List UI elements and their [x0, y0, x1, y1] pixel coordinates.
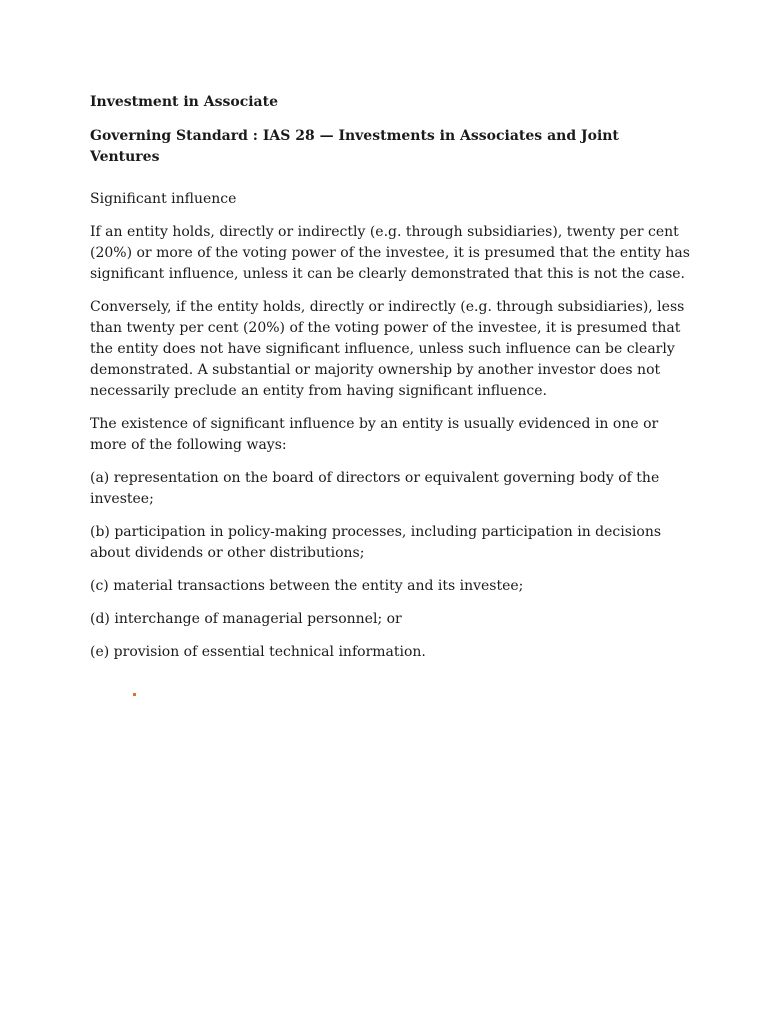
document-title: Investment in Associate: [90, 94, 278, 110]
section-heading: Significant influence: [90, 191, 237, 207]
paragraph: Conversely, if the entity holds, directly or indirectly (e.g. through subsidiaries), less than twenty per cent (20%) of the voting power of the investee, it is presumed that the entity does not have significant influence, unless such influence can be clearly demonstrated. A substantial or majority ownership by another investor does not necessarily preclude an entity from having significant influence.: [90, 299, 685, 399]
paragraph: The existence of significant influence by an entity is usually evidenced in one or more of the following ways:: [90, 416, 659, 453]
document-content: [90, 92, 690, 675]
list-item: (a) representation on the board of directors or equivalent governing body of the investee;: [90, 470, 660, 507]
governing-standard: Governing Standard : IAS 28 — Investments in Associates and Joint Ventures: [90, 128, 619, 165]
paragraph: If an entity holds, directly or indirectly (e.g. through subsidiaries), twenty per cent (20%) or more of the voting power of the investee, it is presumed that the entity has significant influence, unless it can be clearly demonstrated that this is not the case.: [90, 224, 690, 282]
orange-dot-marker: [133, 693, 136, 696]
list-item: (b) participation in policy-making processes, including participation in decisions about dividends or other distributions;: [90, 524, 662, 561]
list-item: (d) interchange of managerial personnel; or: [90, 611, 402, 627]
list-item: (c) material transactions between the entity and its investee;: [90, 578, 524, 594]
list-item: (e) provision of essential technical information.: [90, 644, 426, 660]
